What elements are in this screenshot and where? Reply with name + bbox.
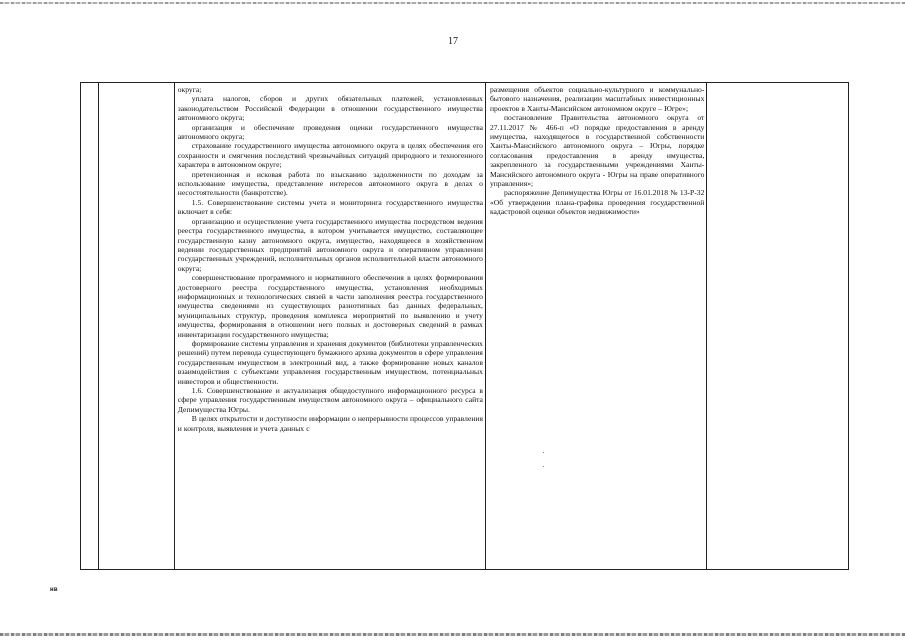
- document-table: [80, 82, 849, 570]
- content-paragraph: претензионная и исковая работа по взысканию задолженности по доходам за использование имущества, представление интересов автономного округа в делах о несостоятельности (банкротстве).: [177, 169, 483, 198]
- content-paragraph: формирование системы управления и хранения документов (библиотеки управленческих решений) путем перевода существующего бумажного архива документов в сфере управления государственным имуществом в электронный вид, а также формирование новых каналов взаимодействия с субъектами управления государственным имуществом, потенциальных инвесторов и общественности.: [177, 338, 483, 386]
- content-paragraph: уплата налогов, сборов и других обязательных платежей, установленных законодательством Российской Федерации в отношении государственного имущества автономного округа;: [177, 94, 483, 123]
- table-column-content: [175, 83, 486, 569]
- scan-edge-top: [0, 2, 905, 4]
- page-number: 17: [448, 36, 458, 47]
- content-paragraph: страхование государственного имущества автономного округа в целях обеспечения его сохранности и смягчения последствий чрезвычайных ситуаций природного и техногенного характера в автономном округе;: [177, 141, 483, 170]
- table-column-legal-basis: [486, 83, 707, 569]
- content-paragraph: округа;: [177, 85, 202, 94]
- content-paragraph: 1.5. Совершенствование системы учета и мониторинга государственного имущества включает в себя:: [177, 197, 483, 217]
- content-paragraph: совершенствование программного и нормативного обеспечения в целях формирования достоверного реестра государственного имущества, установления необходимых информационных и технологических связей в части заполнения реестра государственного имущества сведениями из существующих разнотипных баз данных федеральных, муниципальных структур, проведения комплекса мероприятий по выявлению и учету имущества, формирования в отношении него полных и достоверных сведений в рамках инвентаризации государственного имущества;: [177, 273, 483, 339]
- legal-basis-paragraph: постановление Правительства автономного округа от 27.11.2017 № 466-п «О порядке предоставления в аренду имущества, находящегося в государственной собственности Ханты-Мансийского автономного округа – Югры, порядке согласования предоставления в аренду имущества, закрепленного за государственными учреждениями Ханты-Мансийского автономного округа - Югры на праве оперативного управления»;: [489, 113, 705, 189]
- content-paragraph: организация и обеспечение проведения оценки государственного имущества автономного округа;: [177, 122, 483, 142]
- legal-basis-paragraph: распоряжение Депимущества Югры от 16.01.2018 № 13-Р-32 «Об утверждении плана-графика проведения государственной кадастровой оценки объектов недвижимости»: [489, 188, 705, 217]
- content-paragraph: 1.6. Совершенствование и актуализация общедоступного информационного ресурса в сфере управления государственным имуществом автономного округа – официального сайта Депимущества Югры.: [177, 386, 483, 414]
- content-paragraph: В целях открытости и доступности информации о непрерывности процессов управления и контроля, выявления и учета данных с: [177, 414, 483, 433]
- table-column-notes: [707, 83, 848, 569]
- content-paragraph: организацию и осуществление учета государственного имущества посредством ведения реестра государственного имущества, в котором учитывается имущество, составляющее государственную казну автономного округа, имущество, находящееся в хозяйственном ведении государственных предприятий автономного округа и оперативном управлении государственных учреждений, исполнительных органов исполнительной власти автономного округа;: [177, 216, 483, 273]
- table-column-section: [99, 83, 175, 569]
- scan-edge-bottom: [0, 633, 905, 636]
- legal-basis-paragraph: размещения объектов социально-культурного и коммунально-бытового назначения, реализации масштабных инвестиционных проектов в Ханты-Мансийском автономном округе – Югре»;: [489, 85, 705, 113]
- corner-mark: нв: [50, 587, 58, 593]
- scan-speck: [543, 452, 544, 453]
- scan-speck: [543, 466, 544, 467]
- table-column-number: [81, 83, 99, 569]
